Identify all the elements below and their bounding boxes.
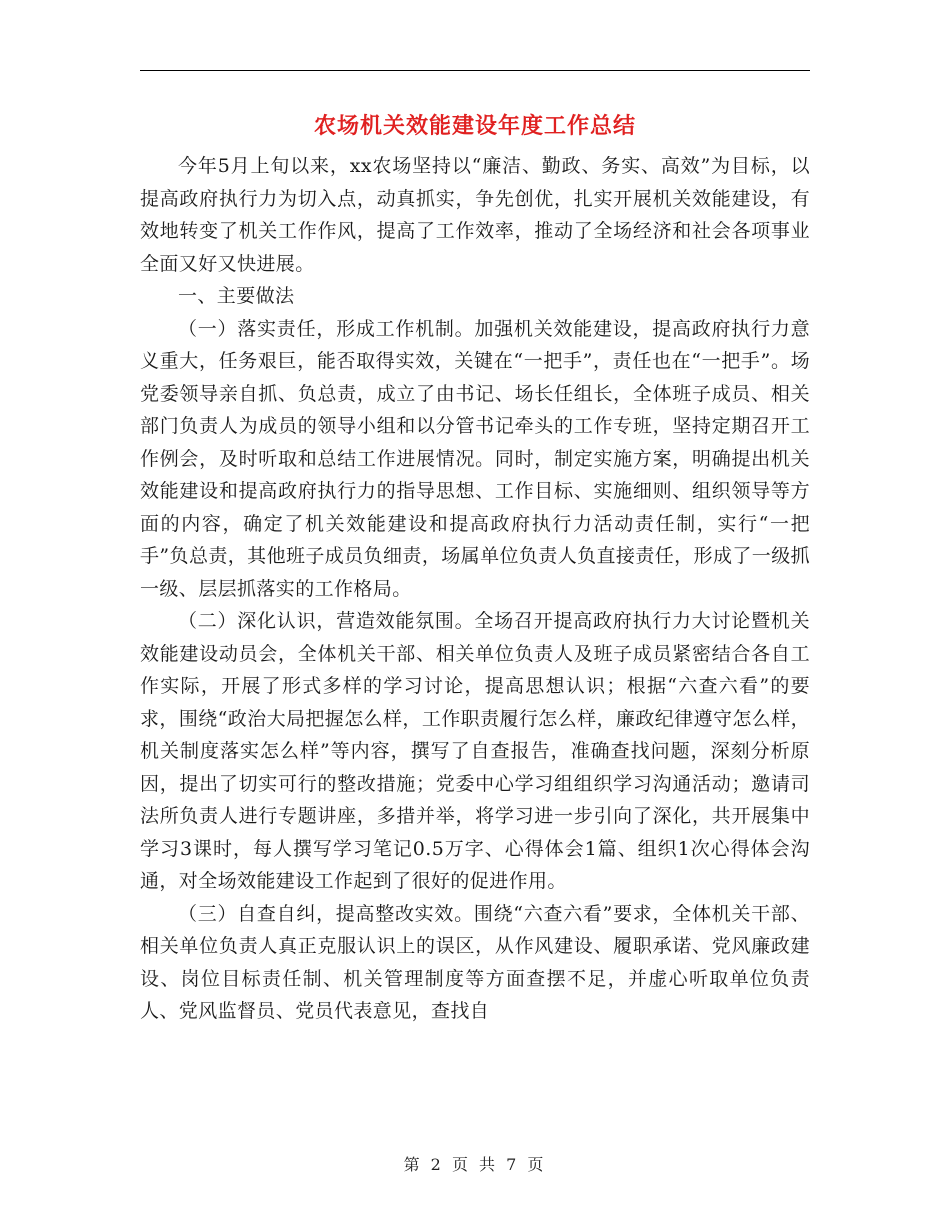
document-body <box>140 150 810 1028</box>
header-rule <box>140 70 810 71</box>
paragraph-self-inspection: （三）自查自纠，提高整改实效。围绕“六查六看”要求，全体机关干部、相关单位负责人真正克服认识上的误区，从作风建设、履职承诺、党风廉政建设、岗位目标责任制、机关管理制度等方面查摆不足，并虚心听取单位负责人、党风监督员、党员代表意见，查找自 <box>140 902 810 1022</box>
paragraph-awareness: （二）深化认识，营造效能氛围。全场召开提高政府执行力大讨论暨机关效能建设动员会，全体机关干部、相关单位负责人及班子成员紧密结合各自工作实际，开展了形式多样的学习讨论，提高思想认识；根据“六查六看”的要求，围绕“政治大局把握怎么样，工作职责履行怎么样，廉政纪律遵守怎么样，机关制度落实怎么样”等内容，撰写了自查报告，准确查找问题，深刻分析原因，提出了切实可行的整改措施；党委中心学习组组织学习沟通活动；邀请司法所负责人进行专题讲座，多措并举，将学习进一步引向了深化，共开展集中学习3课时，每人撰写学习笔记0.5万字、心得体会1篇、组织1次心得体会沟通，对全场效能建设工作起到了很好的促进作用。 <box>140 610 810 892</box>
section-heading-main-practices: 一、主要做法 <box>178 285 295 307</box>
page-number-footer: 第 2 页 共 7 页 <box>403 1155 547 1174</box>
intro-paragraph: 今年5月上旬以来，xx农场坚持以“廉洁、勤政、务实、高效”为目标，以提高政府执行力为切入点，动真抓实，争先创优，扎实开展机关效能建设，有效地转变了机关工作作风，提高了工作效率，推动了全场经济和社会各项事业全面又好又快进展。 <box>140 155 810 275</box>
document-title: 农场机关效能建设年度工作总结 <box>313 113 636 139</box>
paragraph-responsibility: （一）落实责任，形成工作机制。加强机关效能建设，提高政府执行力意义重大，任务艰巨，能否取得实效，关键在“一把手”，责任也在“一把手”。场党委领导亲自抓、负总责，成立了由书记、场长任组长，全体班子成员、相关部门负责人为成员的领导小组和以分管书记牵头的工作专班，坚持定期召开工作例会，及时听取和总结工作进展情况。同时，制定实施方案，明确提出机关效能建设和提高政府执行力的指导思想、工作目标、实施细则、组织领导等方面的内容，确定了机关效能建设和提高政府执行力活动责任制，实行“一把手”负总责，其他班子成员负细责，场属单位负责人负直接责任，形成了一级抓一级、层层抓落实的工作格局。 <box>140 317 810 600</box>
